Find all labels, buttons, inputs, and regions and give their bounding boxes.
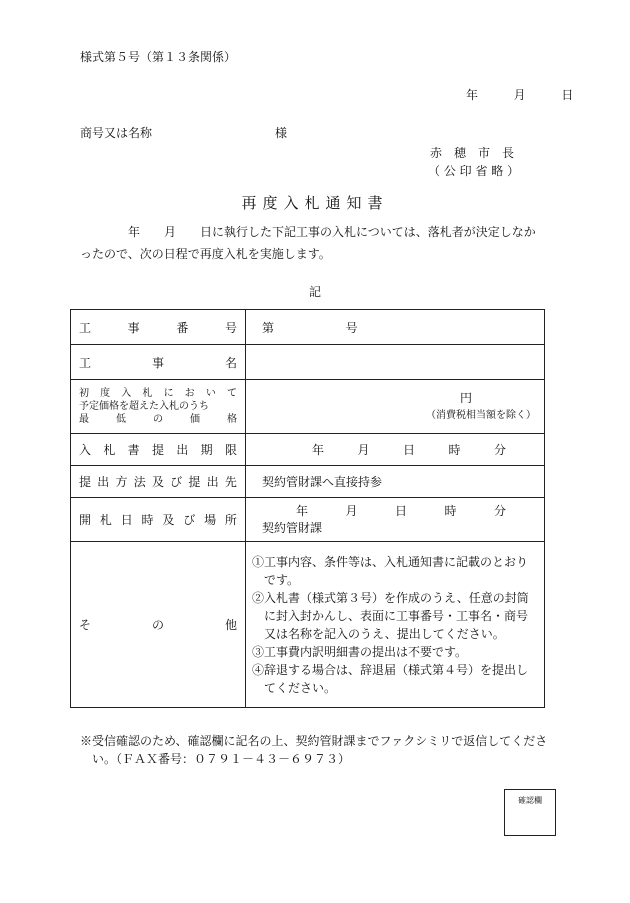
char-cell: 号 [224,320,237,335]
char-cell: 出 [97,475,110,489]
char-cell: 法 [133,475,146,489]
note-item: ③工事費内訳明細書の提出は不要です。 [252,644,468,659]
label-koji-number [71,310,246,345]
char-cell: 期 [200,443,213,457]
char-cell: 入 [79,443,92,457]
char-cell: 年 [312,443,325,457]
char-cell: い [205,388,216,399]
char-cell: そ [79,618,92,632]
issue-date [466,86,573,103]
addressee-label: 商号又は名称 [80,126,153,140]
char-cell: 方 [115,475,128,489]
footer-line-2: い。（ＦＡＸ番号：０７９１－４３－６９７３） [92,752,351,766]
footer-note [80,732,560,768]
char-cell: 入 [121,388,132,399]
char-cell: 月 [345,503,358,518]
char-cell: 日 [402,443,415,457]
char-cell: 事 [151,355,164,370]
note-item: ②入札書（様式第３号）を作成のうえ、任意の封筒に封入封かんし、表面に工事番号・工事名・商号又は名称を記入のうえ、提出してください。 [252,590,529,641]
char-cell: 最 [79,414,89,425]
char-cell: 時 [141,513,154,527]
char-cell: 札 [103,443,116,457]
note-item: ④辞退する場合は、辞退届（様式第４号）を提出してください。 [252,662,529,695]
issuer-name: 赤 穂 市 長 [430,146,515,160]
confirmation-label: 確認欄 [518,796,542,805]
label-koji-name [71,345,246,380]
row-submission-deadline [71,434,545,466]
char-cell: び [183,513,196,527]
char-cell: 事 [127,320,140,335]
issuer-seal-note: （ 公 印 省 略 ） [428,164,520,178]
char-cell: 出 [176,443,189,457]
koji-number-go: 号 [345,320,358,335]
details-table [70,309,545,708]
row-lowest-price [71,380,545,434]
label-submission-method [71,466,246,498]
koji-number-dai: 第 [262,320,275,335]
char-cell: 提 [79,475,92,489]
row-koji-name [71,345,545,380]
label-opening [71,498,246,542]
char-cell: 所 [224,513,237,527]
notes-list [246,549,544,701]
char-cell: に [163,388,174,399]
char-cell: 時 [444,503,457,518]
confirmation-box[interactable] [504,789,556,836]
label-submission-deadline [71,434,246,466]
char-cell: の [151,618,164,632]
char-cell: 先 [224,475,237,489]
char-cell: 価 [190,414,200,425]
value-submission-method: 契約管財課へ直接持参 [246,466,545,498]
char-cell: 場 [204,513,217,527]
label-lowest-price [71,380,246,434]
char-cell: 分 [493,443,506,457]
char-cell: 名 [224,355,237,370]
char-cell: び [170,475,183,489]
char-cell: 日 [394,503,407,518]
char-cell: 他 [224,618,237,632]
value-lowest-price [246,380,545,434]
date-month: 月 [513,88,526,102]
char-cell: 書 [127,443,140,457]
char-cell: 開 [79,513,92,527]
char-cell: 分 [493,503,506,518]
char-cell: 度 [100,388,111,399]
note-item: ①工事内容、条件等は、入札通知書に記載のとおりです。 [252,554,529,587]
char-cell: 番 [176,320,189,335]
form-number: 様式第５号（第１３条関係） [80,50,237,64]
char-cell: お [184,388,195,399]
char-cell: 格 [227,414,237,425]
body-line-2: ったので、次の日程で再度入札を実施します。 [80,247,331,261]
yen-unit: 円 [459,390,472,405]
ki-heading: 記 [308,285,321,299]
row-koji-number [71,310,545,345]
document-title: 再度入札通知書 [241,194,389,212]
date-year: 年 [466,88,479,102]
char-cell: 出 [206,475,219,489]
char-cell: 札 [99,513,112,527]
char-cell: 工 [79,355,92,370]
char-cell: 札 [142,388,153,399]
value-koji-name [246,345,545,380]
body-text [80,221,560,265]
char-cell: 限 [224,443,237,457]
date-day: 日 [561,88,574,102]
addressee-honorific: 様 [275,126,288,140]
char-cell: 時 [448,443,461,457]
tax-note: （消費税相当額を除く） [426,409,536,421]
addressee [80,124,288,141]
row-submission-method [71,466,545,498]
char-cell: 提 [188,475,201,489]
char-cell: 初 [79,388,89,399]
label-other [71,542,246,708]
char-cell: 及 [162,513,175,527]
char-cell: 年 [296,503,309,518]
char-cell: 提 [151,443,164,457]
body-line-1: 年 月 日に執行した下記工事の入札については、落札者が決定しなか [128,225,536,239]
char-cell: て [226,388,237,399]
footer-line-1: ※受信確認のため、確認欄に記名の上、契約管財課までファクシミリで返信してくださ [80,734,548,748]
char-cell: の [153,414,163,425]
char-cell: 低 [116,414,126,425]
value-opening [246,498,545,542]
row-other [71,542,545,708]
value-koji-number [246,310,545,345]
opening-place: 契約管財課 [262,520,323,535]
value-submission-deadline [246,434,545,466]
char-cell: 日 [120,513,133,527]
char-cell: 工 [79,320,92,335]
row-opening [71,498,545,542]
value-other [246,542,545,708]
label-price-line-2 [79,400,237,413]
label-price-text: 予定価格を超えた入札のうち [79,401,209,412]
char-cell: 月 [357,443,370,457]
char-cell: 及 [151,475,164,489]
